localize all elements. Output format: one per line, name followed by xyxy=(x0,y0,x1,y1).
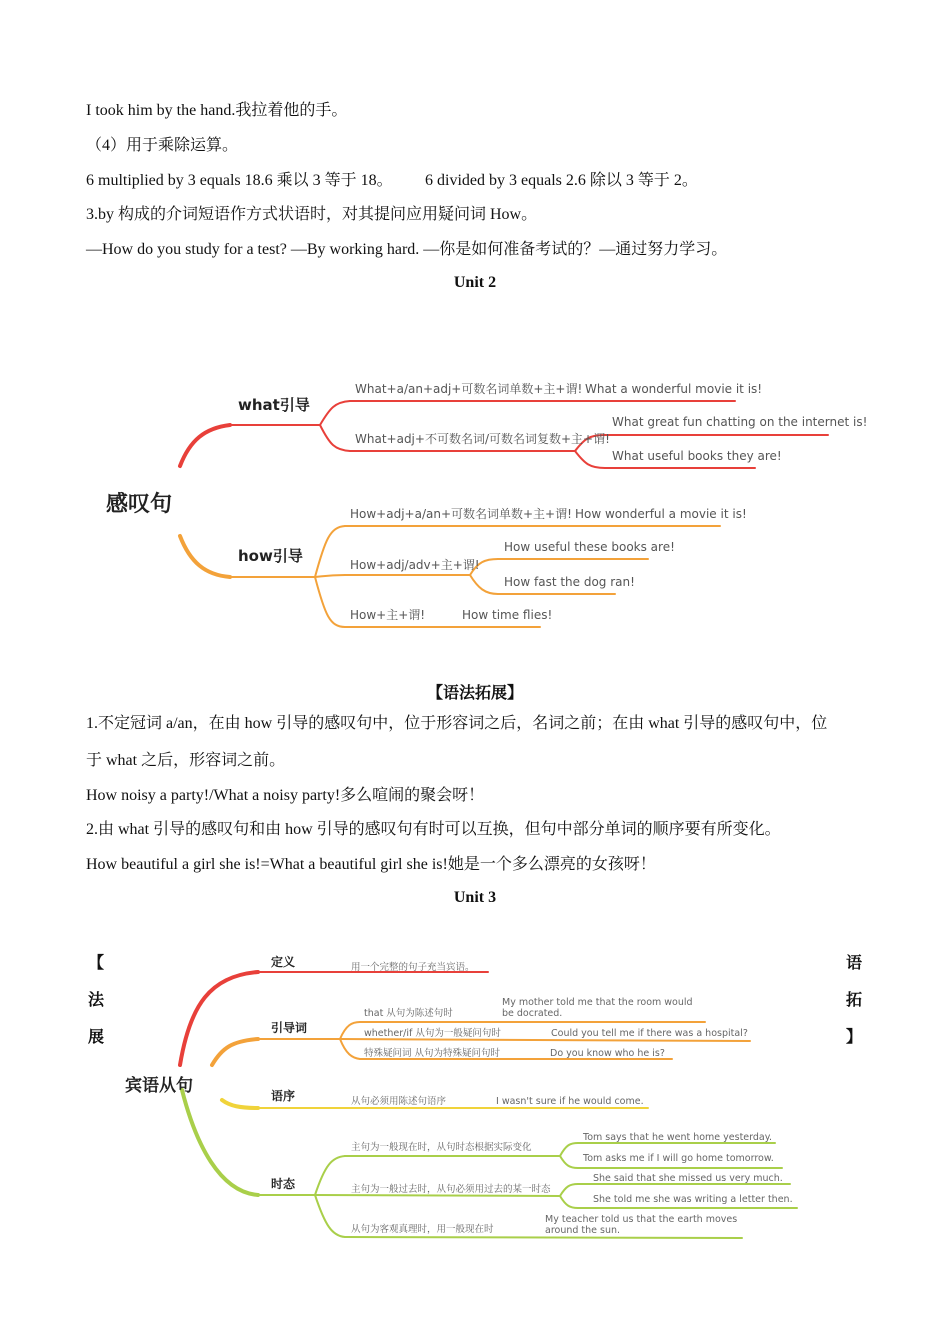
branch-definition: 定义 xyxy=(271,955,296,969)
node-example: My mother told me that the room would xyxy=(502,997,693,1008)
text-line: —How do you study for a test? —By working hard. —你是如何准备考试的？—通过努力学习。 xyxy=(86,241,728,258)
node-example: My teacher told us that the earth moves xyxy=(545,1214,738,1225)
section-heading: Unit 3 xyxy=(453,889,497,906)
side-text-right: 拓 xyxy=(846,992,863,1009)
node-example: She told me she was writing a letter then. xyxy=(593,1194,793,1205)
text-line: 1.不定冠词 a/an，在由 how 引导的感叹句中，位于形容词之后，名词之前；在由 what 引导的感叹句中，位 xyxy=(86,715,828,732)
node-example: I wasn't sure if he would come. xyxy=(496,1096,644,1107)
node-label: How+主+谓! xyxy=(350,608,426,622)
text-line: 6 divided by 3 equals 2.6 除以 3 等于 2。 xyxy=(425,172,698,189)
object-clause-mindmap xyxy=(0,940,950,1260)
node-label: What+adj+不可数名词/可数名词复数+主+谓! xyxy=(355,432,610,446)
node-label: 从句为客观真理时，用一般现在时 xyxy=(351,1224,494,1235)
side-text-left: 法 xyxy=(88,992,105,1009)
node-label: that 从句为陈述句时 xyxy=(364,1008,453,1019)
node-label: What+a/an+adj+可数名词单数+主+谓! xyxy=(355,382,583,396)
text-line: 于 what 之后，形容词之前。 xyxy=(86,752,286,769)
node-example: How fast the dog ran! xyxy=(504,575,635,589)
map-root: 宾语从句 xyxy=(125,1076,193,1096)
text-line: 6 multiplied by 3 equals 18.6 乘以 3 等于 18。 xyxy=(86,172,393,189)
node-example: around the sun. xyxy=(545,1225,621,1236)
side-text-right: 语 xyxy=(846,955,863,972)
text-line: 3.by 构成的介词短语作方式状语时，对其提问应用疑问词 How。 xyxy=(86,206,538,223)
side-text-left: 展 xyxy=(88,1029,105,1046)
branch-how: how引导 xyxy=(238,547,303,565)
node-example: How wonderful a movie it is! xyxy=(575,507,747,521)
node-label: 用一个完整的句子充当宾语。 xyxy=(351,962,475,973)
node-label: How+adj/adv+主+谓! xyxy=(350,558,480,572)
node-example: What a wonderful movie it is! xyxy=(585,382,763,396)
node-example: Do you know who he is? xyxy=(550,1048,665,1059)
node-label: 主句为一般现在时，从句时态根据实际变化 xyxy=(351,1142,532,1153)
branch-tense: 时态 xyxy=(271,1177,296,1191)
node-label: 主句为一般过去时，从句必须用过去的某一时态 xyxy=(351,1184,551,1195)
node-example: be docrated. xyxy=(502,1008,563,1019)
node-label: How+adj+a/an+可数名词单数+主+谓! xyxy=(350,507,572,521)
branch-order: 语序 xyxy=(271,1089,296,1103)
section-heading: Unit 2 xyxy=(453,274,497,291)
text-line: How noisy a party!/What a noisy party!多么喧闹的聚会呀！ xyxy=(86,787,485,804)
side-text-right: 】 xyxy=(846,1029,863,1046)
node-example: Tom says that he went home yesterday. xyxy=(583,1132,773,1143)
text-line: （4）用于乘除运算。 xyxy=(86,137,239,154)
node-label: 从句必须用陈述句语序 xyxy=(351,1096,447,1107)
side-text-left: 【 xyxy=(88,955,105,972)
node-example: She said that she missed us very much. xyxy=(593,1173,783,1184)
text-line: I took him by the hand.我拉着他的手。 xyxy=(86,102,348,119)
text-line: How beautiful a girl she is!=What a beautiful girl she is!她是一个多么漂亮的女孩呀！ xyxy=(86,856,656,873)
map-root: 感叹句 xyxy=(106,492,173,517)
node-example: What great fun chatting on the internet is! xyxy=(612,415,868,429)
node-label: whether/if 从句为一般疑问句时 xyxy=(364,1028,501,1039)
node-example: What useful books they are! xyxy=(612,449,782,463)
node-example: Could you tell me if there was a hospital? xyxy=(551,1028,748,1039)
node-example: Tom asks me if I will go home tomorrow. xyxy=(583,1153,774,1164)
node-label: 特殊疑问词 从句为特殊疑问句时 xyxy=(364,1048,501,1059)
node-example: How useful these books are! xyxy=(504,540,675,554)
branch-what: what引导 xyxy=(238,396,310,414)
section-heading: 【语法拓展】 xyxy=(426,685,523,702)
branch-intro: 引导词 xyxy=(271,1021,308,1035)
exclamation-mindmap xyxy=(0,350,950,650)
text-line: 2.由 what 引导的感叹句和由 how 引导的感叹句有时可以互换，但句中部分单词的顺序要有所变化。 xyxy=(86,821,781,838)
node-example: How time flies! xyxy=(462,608,553,622)
